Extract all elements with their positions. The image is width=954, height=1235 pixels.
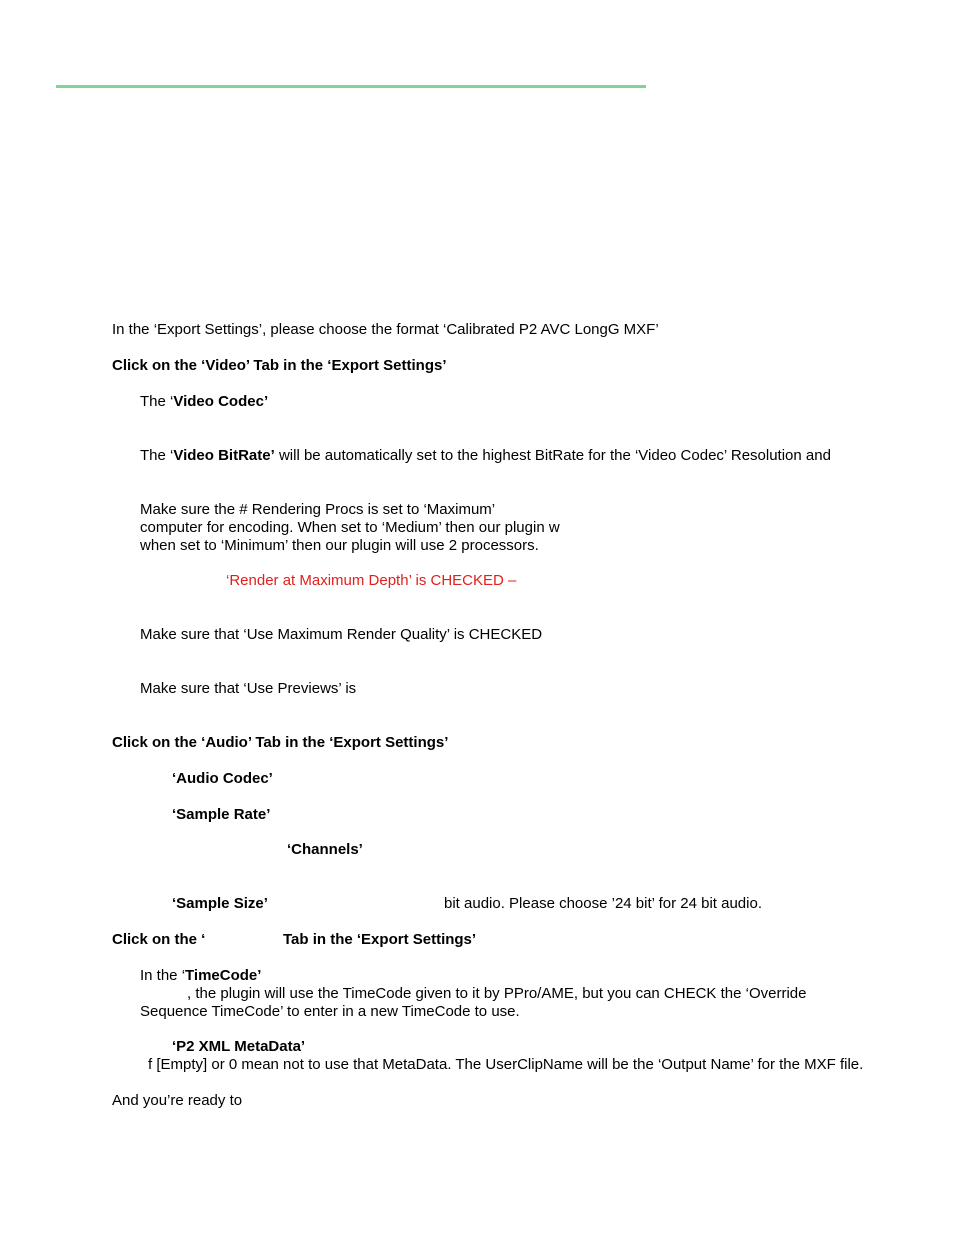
video-codec-label: Video Codec’ — [173, 393, 269, 410]
p2-metadata-text: f [Empty] or 0 mean not to use that MetaData. The UserClipName will be the ‘Output Name’ for the MXF file. — [148, 1056, 864, 1073]
closing-text: And you’re ready to — [112, 1092, 243, 1109]
timecode-prefix: In the ‘ — [140, 967, 186, 984]
rendering-procs-line-2: computer for encoding. When set to ‘Medium’ then our plugin w — [140, 519, 560, 536]
video-bitrate-line — [140, 447, 831, 465]
max-depth-note: ‘Render at Maximum Depth’ is CHECKED – — [226, 572, 517, 589]
timecode-line-2: , the plugin will use the TimeCode given to it by PPro/AME, but you can CHECK the ‘Override — [187, 985, 807, 1002]
audio-codec-label: ‘Audio Codec’ — [172, 770, 273, 787]
other-tab-heading-end: Tab in the ‘Export Settings’ — [283, 931, 477, 948]
p2-metadata-label: ‘P2 XML MetaData’ — [172, 1038, 306, 1055]
video-bitrate-prefix: The ‘ — [140, 447, 174, 464]
timecode-line-3: Sequence TimeCode’ to enter in a new TimeCode to use. — [140, 1003, 520, 1020]
video-bitrate-label: Video BitRate’ — [173, 447, 275, 464]
other-tab-heading-start: Click on the ‘ — [112, 931, 206, 948]
timecode-line-1 — [140, 967, 261, 985]
rendering-procs-line-3: when set to ‘Minimum’ then our plugin will use 2 processors. — [140, 537, 539, 554]
header-rule — [56, 85, 646, 88]
audio-tab-heading: Click on the ‘Audio’ Tab in the ‘Export Settings’ — [112, 734, 449, 751]
sample-rate-label: ‘Sample Rate’ — [172, 806, 271, 823]
intro-text: In the ‘Export Settings’, please choose the format ‘Calibrated P2 AVC LongG MXF’ — [112, 321, 659, 338]
sample-size-label: ‘Sample Size’ — [172, 895, 268, 912]
render-quality-note: Make sure that ‘Use Maximum Render Quality’ is CHECKED — [140, 626, 543, 643]
timecode-label: TimeCode’ — [185, 967, 262, 984]
channels-label: ‘Channels’ — [287, 841, 363, 858]
video-codec-prefix: The ‘ — [140, 393, 174, 410]
video-codec-line — [140, 393, 268, 411]
video-bitrate-text: will be automatically set to the highest BitRate for the ‘Video Codec’ Resolution and — [274, 447, 831, 464]
use-previews-note: Make sure that ‘Use Previews’ is — [140, 680, 357, 697]
rendering-procs-line-1: Make sure the # Rendering Procs is set to ‘Maximum’ — [140, 501, 496, 518]
video-tab-heading: Click on the ‘Video’ Tab in the ‘Export Settings’ — [112, 357, 447, 374]
sample-size-text: bit audio. Please choose ’24 bit’ for 24 bit audio. — [444, 895, 762, 912]
